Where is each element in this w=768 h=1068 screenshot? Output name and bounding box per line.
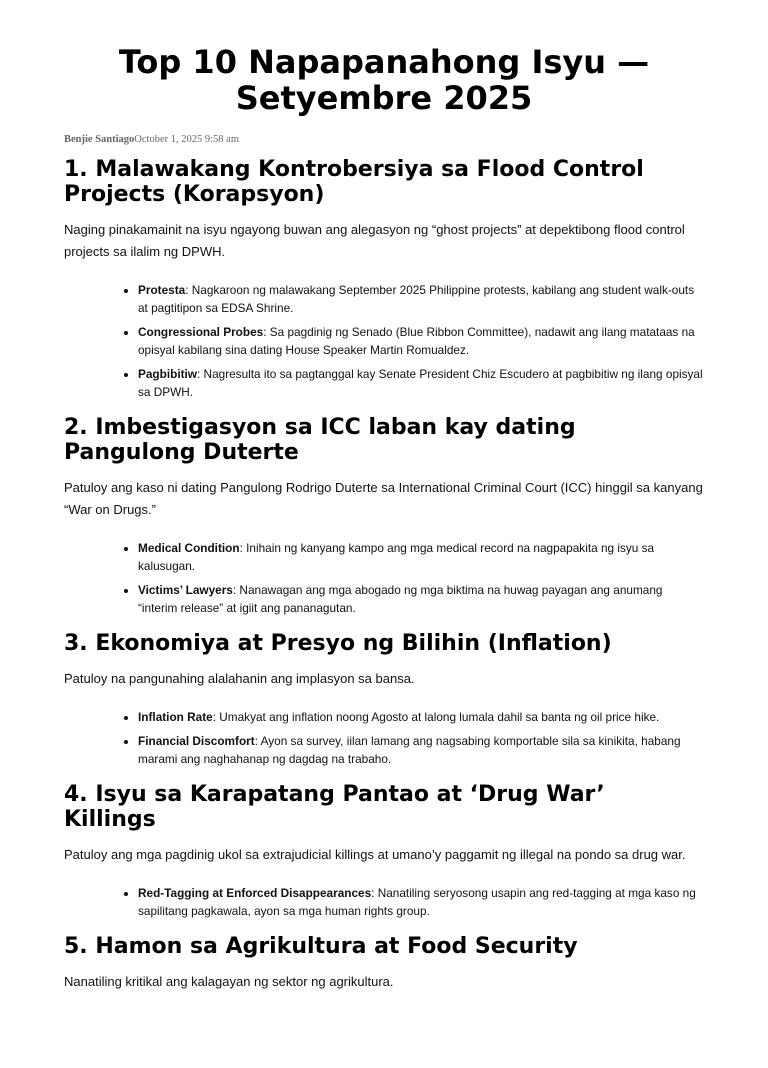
list-item-term: Victims’ Lawyers (138, 583, 233, 597)
bullet-list (64, 281, 704, 401)
section-heading: 5. Hamon sa Agrikultura at Food Security (64, 934, 578, 959)
section (64, 157, 704, 401)
section-heading: 1. Malawakang Kontrobersiya sa Flood Control Projects (Korapsyon) (64, 157, 644, 207)
list-item-term: Financial Discomfort (138, 734, 255, 748)
list-item (138, 323, 704, 359)
list-item (138, 281, 704, 317)
list-item (138, 539, 704, 575)
section-heading: 2. Imbestigasyon sa ICC laban kay dating Pangulong Duterte (64, 415, 576, 465)
list-item (138, 708, 704, 726)
list-item-term: Pagbibitiw (138, 367, 197, 381)
list-item (138, 581, 704, 617)
list-item-text: : Sa pagdinig ng Senado (Blue Ribbon Committee), nadawit ang ilang matataas na opisyal kabilang sina dating House Speaker Martin Romualdez. (138, 325, 695, 357)
list-item (138, 884, 704, 920)
list-item (138, 732, 704, 768)
section (64, 782, 704, 920)
list-item-term: Inflation Rate (138, 710, 213, 724)
list-item-text: : Umakyat ang inflation noong Agosto at lalong lumala dahil sa banta ng oil price hike. (212, 710, 660, 724)
article (0, 44, 768, 993)
section (64, 631, 704, 768)
article-body (64, 157, 704, 993)
section-intro: Patuloy na pangunahing alalahanin ang implasyon sa bansa. (64, 671, 415, 686)
section-heading: 4. Isyu sa Karapatang Pantao at ‘Drug War’ Killings (64, 782, 605, 832)
section-intro: Patuloy ang kaso ni dating Pangulong Rodrigo Duterte sa International Criminal Court (ICC) hinggil sa kanyang “War on Drugs.” (64, 480, 703, 517)
author-name[interactable]: Benjie Santiago (64, 134, 135, 145)
list-item-term: Congressional Probes (138, 325, 264, 339)
section-intro: Nanatiling kritikal ang kalagayan ng sektor ng agrikultura. (64, 974, 394, 989)
section-intro: Naging pinakamainit na isyu ngayong buwan ang alegasyon ng “ghost projects” at depektibong flood control projects sa ilalim ng DPWH. (64, 222, 685, 259)
list-item-term: Red-Tagging at Enforced Disappearances (138, 886, 372, 900)
list-item-text: : Nanatiling seryosong usapin ang red-tagging at mga kaso ng sapilitang pagkawala, ayon sa mga human rights group. (138, 886, 696, 918)
section (64, 415, 704, 617)
list-item-text: : Inihain ng kanyang kampo ang mga medical record na nagpapakita ng isyu sa kalusugan. (138, 541, 655, 573)
article-title: Top 10 Napapanahong Isyu — Setyembre 2025 (118, 43, 650, 117)
bullet-list (64, 708, 704, 768)
list-item-text: : Nagresulta ito sa pagtanggal kay Senate President Chiz Escudero at pagbibitiw ng ilang opisyal sa DPWH. (138, 367, 703, 399)
list-item-text: : Nagkaroon ng malawakang September 2025 Philippine protests, kabilang ang student walk-outs at pagtitipon sa EDSA Shrine. (138, 283, 695, 315)
section-heading: 3. Ekonomiya at Presyo ng Bilihin (Inflation) (64, 631, 612, 656)
publish-date: October 1, 2025 9:58 am (134, 134, 239, 145)
list-item-term: Medical Condition (138, 541, 240, 555)
list-item (138, 365, 704, 401)
byline (64, 134, 704, 145)
section-intro: Patuloy ang mga pagdinig ukol sa extrajudicial killings at umano’y paggamit ng illegal na pondo sa drug war. (64, 847, 686, 862)
list-item-text: : Ayon sa survey, iilan lamang ang nagsabing komportable sila sa kinikita, habang marami ang naghahanap ng dagdag na trabaho. (138, 734, 681, 766)
list-item-text: : Nanawagan ang mga abogado ng mga biktima na huwag payagan ang anumang “interim release” at igiit ang pananagutan. (138, 583, 663, 615)
bullet-list (64, 539, 704, 617)
list-item-term: Protesta (138, 283, 186, 297)
bullet-list (64, 884, 704, 920)
section (64, 934, 704, 993)
